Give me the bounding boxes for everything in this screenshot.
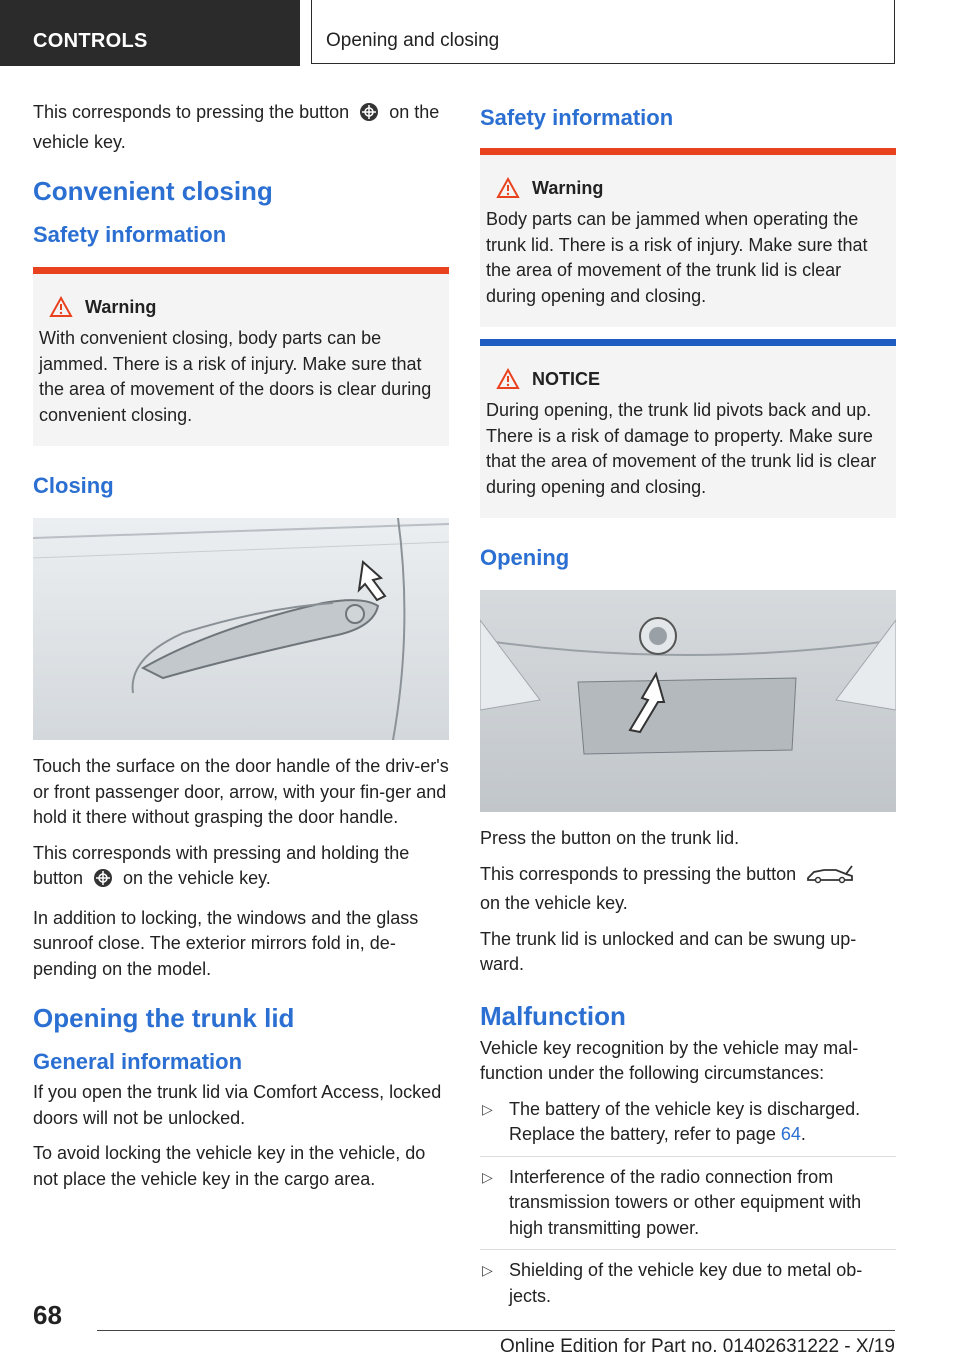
notice-triangle-icon — [496, 368, 520, 390]
heading-opening: Opening — [480, 545, 570, 570]
list-item: ▷ Shielding of the vehicle key due to metal ob-jects. — [482, 1260, 863, 1306]
warning-text: With convenient closing, body parts can be jammed. There is a risk of injury. Make sure that the area of movement of the doors is clear during convenient closing. — [39, 328, 432, 425]
lock-button-icon — [359, 102, 379, 130]
right-column — [480, 100, 896, 1325]
chapter-title: Opening and closing — [326, 30, 500, 51]
page-header — [0, 0, 960, 66]
press-paragraph: Press the button on the trunk lid. — [480, 828, 740, 848]
notice-text: During opening, the trunk lid pivots back and up. There is a risk of damage to property. Make sure that the area of movement of the trunk lid is clear during opening and closing. — [486, 400, 877, 497]
heading-convenient-closing: Convenient closing — [33, 176, 273, 206]
addition-paragraph: In addition to locking, the windows and the glass sunroof close. The exterior mirrors fold in, de-pending on the model. — [33, 907, 419, 979]
hold-paragraph: This corresponds with pressing and holding the button on the vehicle key. — [33, 841, 449, 896]
warning-title: Warning — [49, 296, 443, 318]
triangle-bullet-icon: ▷ — [482, 1100, 493, 1117]
warning-triangle-icon — [496, 177, 520, 199]
unlocked-paragraph: The trunk lid is unlocked and can be swung up-ward. — [480, 928, 857, 974]
warning-text: Body parts can be jammed when operating the trunk lid. There is a risk of injury. Make sure that the area of movement of the trunk lid is clear during opening and closing. — [486, 209, 868, 306]
triangle-bullet-icon: ▷ — [482, 1262, 493, 1278]
warning-box — [33, 267, 449, 446]
heading-safety-information: Safety information — [33, 222, 227, 247]
warning-title: Warning — [496, 177, 890, 199]
triangle-bullet-icon: ▷ — [482, 1168, 493, 1185]
footer-divider — [97, 1330, 895, 1331]
section-tab — [0, 0, 300, 66]
corresponds-paragraph: This corresponds to pressing the button on the vehicle key. — [480, 862, 896, 917]
heading-general-information: General information — [33, 1049, 243, 1074]
heading-closing: Closing — [33, 473, 114, 498]
notice-title: NOTICE — [496, 368, 890, 390]
warning-box-right — [480, 148, 896, 327]
comfort-paragraph: If you open the trunk lid via Comfort Access, locked doors will not be unlocked. — [33, 1082, 442, 1128]
section-title: CONTROLS — [33, 30, 148, 52]
heading-safety-information-right: Safety information — [480, 105, 674, 130]
touch-paragraph: Touch the surface on the door handle of the driv-er's or front passenger door, arrow, with your fin-ger and hold it there without grasping the door handle. — [33, 756, 449, 827]
trunk-button-figure — [480, 590, 896, 812]
trunk-button-icon — [806, 864, 854, 892]
heading-malfunction: Malfunction — [480, 1000, 626, 1031]
page-link[interactable]: 64 — [780, 1124, 801, 1144]
malfunction-list — [480, 1097, 896, 1318]
page-number: 68 — [33, 1300, 62, 1330]
list-item: ▷ The battery of the vehicle key is discharged. Replace the battery, refer to page 64. — [480, 1097, 896, 1157]
intro-paragraph: This corresponds to pressing the button on the vehicle key. — [33, 102, 440, 152]
malfunction-intro: Vehicle key recognition by the vehicle may mal-function under the following circumstances: — [480, 1037, 859, 1083]
footer-edition: Online Edition for Part no. 01402631222 - X/19 — [499, 1336, 895, 1357]
avoid-paragraph: To avoid locking the vehicle key in the vehicle, do not place the vehicle key in the cargo area. — [33, 1143, 426, 1189]
list-item: ▷ Interference of the radio connection from transmission towers or other equipment with high transmitting power. — [480, 1165, 896, 1251]
lock-button-icon — [93, 868, 113, 896]
warning-triangle-icon — [49, 296, 73, 318]
door-handle-figure — [33, 518, 449, 740]
heading-opening-trunk-lid: Opening the trunk lid — [33, 1003, 295, 1033]
notice-box — [480, 339, 896, 518]
left-column — [33, 100, 449, 1202]
chapter-tab — [311, 0, 895, 64]
